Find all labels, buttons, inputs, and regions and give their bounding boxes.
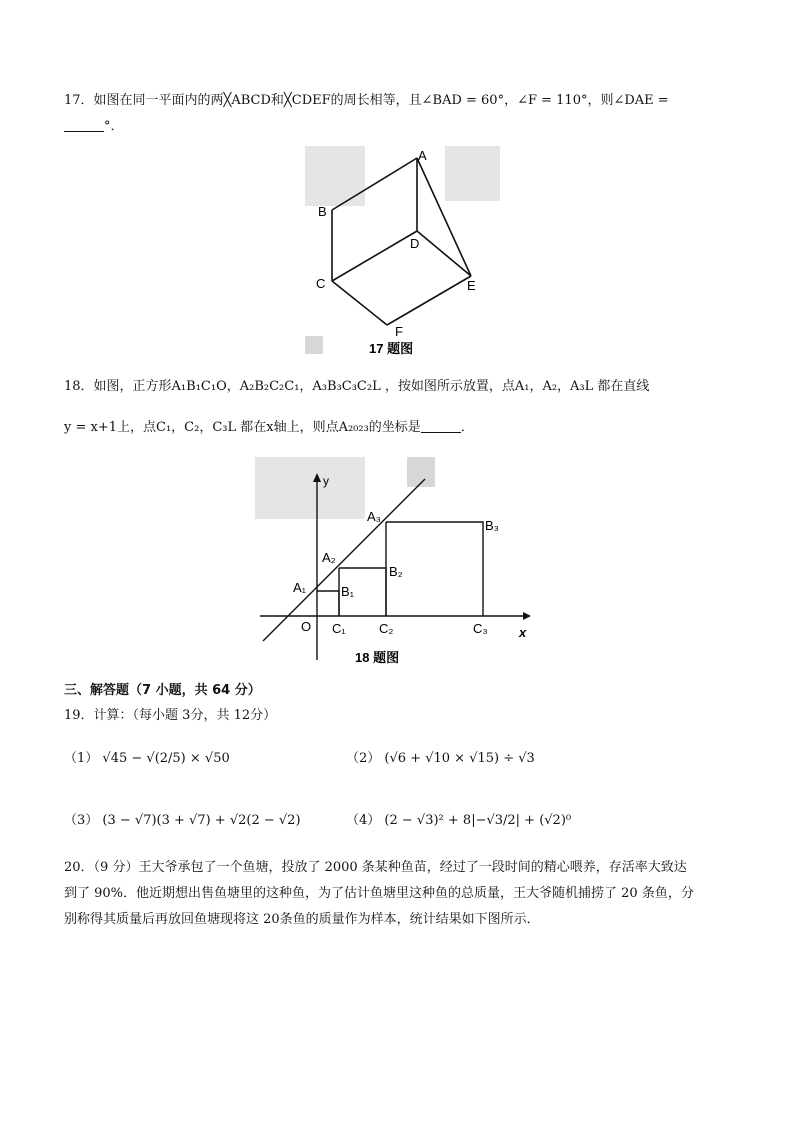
q17-line2 <box>64 117 124 137</box>
q17-figure <box>305 140 505 362</box>
q17-caption: 17 题图 <box>369 341 414 356</box>
q18-blur-patch-left <box>255 457 365 519</box>
q18-line2 <box>64 418 474 438</box>
x-axis-label: x <box>519 625 527 640</box>
edge-fc <box>332 281 387 325</box>
q18-answer-blank[interactable] <box>421 418 461 433</box>
square-1 <box>317 591 339 616</box>
q17-answer-blank[interactable] <box>64 117 104 132</box>
q19-p4-num: （4） <box>346 813 381 828</box>
q18-line2-suffix: ． <box>460 420 474 435</box>
label-d: D <box>410 236 420 251</box>
label-a3: A₃ <box>367 509 381 524</box>
q19-p4-expr: (2 − √3)² + 8|−√3/2| + (√2)⁰ <box>384 813 572 828</box>
label-e: E <box>467 278 476 293</box>
edge-de <box>417 231 471 276</box>
q19-p2-expr: (√6 + √10 × √15) ÷ √3 <box>384 751 535 766</box>
origin-label: O <box>301 619 312 634</box>
x-axis-arrow <box>523 612 531 620</box>
label-c3: C₃ <box>473 621 488 636</box>
q19-part-4 <box>346 806 571 836</box>
y-axis-label: y <box>323 474 329 488</box>
edge-cd <box>332 231 420 281</box>
q20-line3: 别称得其质量后再放回鱼塘现将这 20条鱼的质量作为样本，统计结果如下图所示． <box>64 912 540 927</box>
q17-text: 17．如图在同一平面内的两╳ABCD和╳CDEF的周长相等，且∠BAD = 60°，∠F = 110°，则∠DAE = <box>64 93 669 108</box>
q17-blur-patch-right <box>445 146 500 201</box>
q19-part-3 <box>64 806 301 836</box>
q19-p3-num: （3） <box>64 813 99 828</box>
q19-p1-expr: √45 − √(2/5) × √50 <box>102 751 230 766</box>
label-f: F <box>395 324 403 339</box>
label-b2: B₂ <box>389 564 403 579</box>
label-a2: A₂ <box>322 550 336 565</box>
label-b: B <box>318 204 327 219</box>
q19-part-2 <box>346 744 535 774</box>
label-c: C <box>316 276 326 291</box>
label-b3: B₃ <box>485 518 499 533</box>
q17-line2-suffix: °． <box>104 119 124 134</box>
q19-p3-expr: (3 − √7)(3 + √7) + √2(2 − √2) <box>102 813 301 828</box>
q17-blur-patch-bottom <box>305 336 323 354</box>
q17-line1 <box>64 91 669 111</box>
label-c1: C₁ <box>332 621 346 636</box>
q20-line1: 20．（9 分）王大爷承包了一个鱼塘，投放了 2000 条某种鱼苗，经过了一段时间的精心喂养，存活率大致达 <box>64 860 687 875</box>
label-b1: B₁ <box>341 584 355 599</box>
q20-line2: 到了 90%．他近期想出售鱼塘里的这种鱼，为了估计鱼塘里这种鱼的总质量，王大爷随机捕捞了 20 条鱼，分 <box>64 886 694 901</box>
q18-text-2: y = x+1上，点C₁，C₂，C₃L 都在x轴上，则点A₂₀₂₃的坐标是 <box>64 420 421 435</box>
section-3-title: 三、解答题（7 小题，共 64 分） <box>64 683 261 698</box>
q18-caption: 18 题图 <box>355 650 400 665</box>
q19-p1-num: （1） <box>64 751 99 766</box>
q18-figure <box>255 455 545 670</box>
q17-blur-patch <box>305 146 365 206</box>
q18-text-1: 18．如图，正方形A₁B₁C₁O，A₂B₂C₂C₁，A₃B₃C₃C₂L ，按如图所示放置，点A₁，A₂，A₃L 都在直线 <box>64 379 650 394</box>
label-c2: C₂ <box>379 621 394 636</box>
q19-title: 19．计算：（每小题 3分，共 12分） <box>64 708 277 723</box>
label-a1: A₁ <box>293 580 307 595</box>
q19-part-1 <box>64 744 230 774</box>
label-a: A <box>418 148 427 163</box>
q18-line1 <box>64 377 649 397</box>
edge-ef <box>387 276 471 325</box>
q19-p2-num: （2） <box>346 751 381 766</box>
